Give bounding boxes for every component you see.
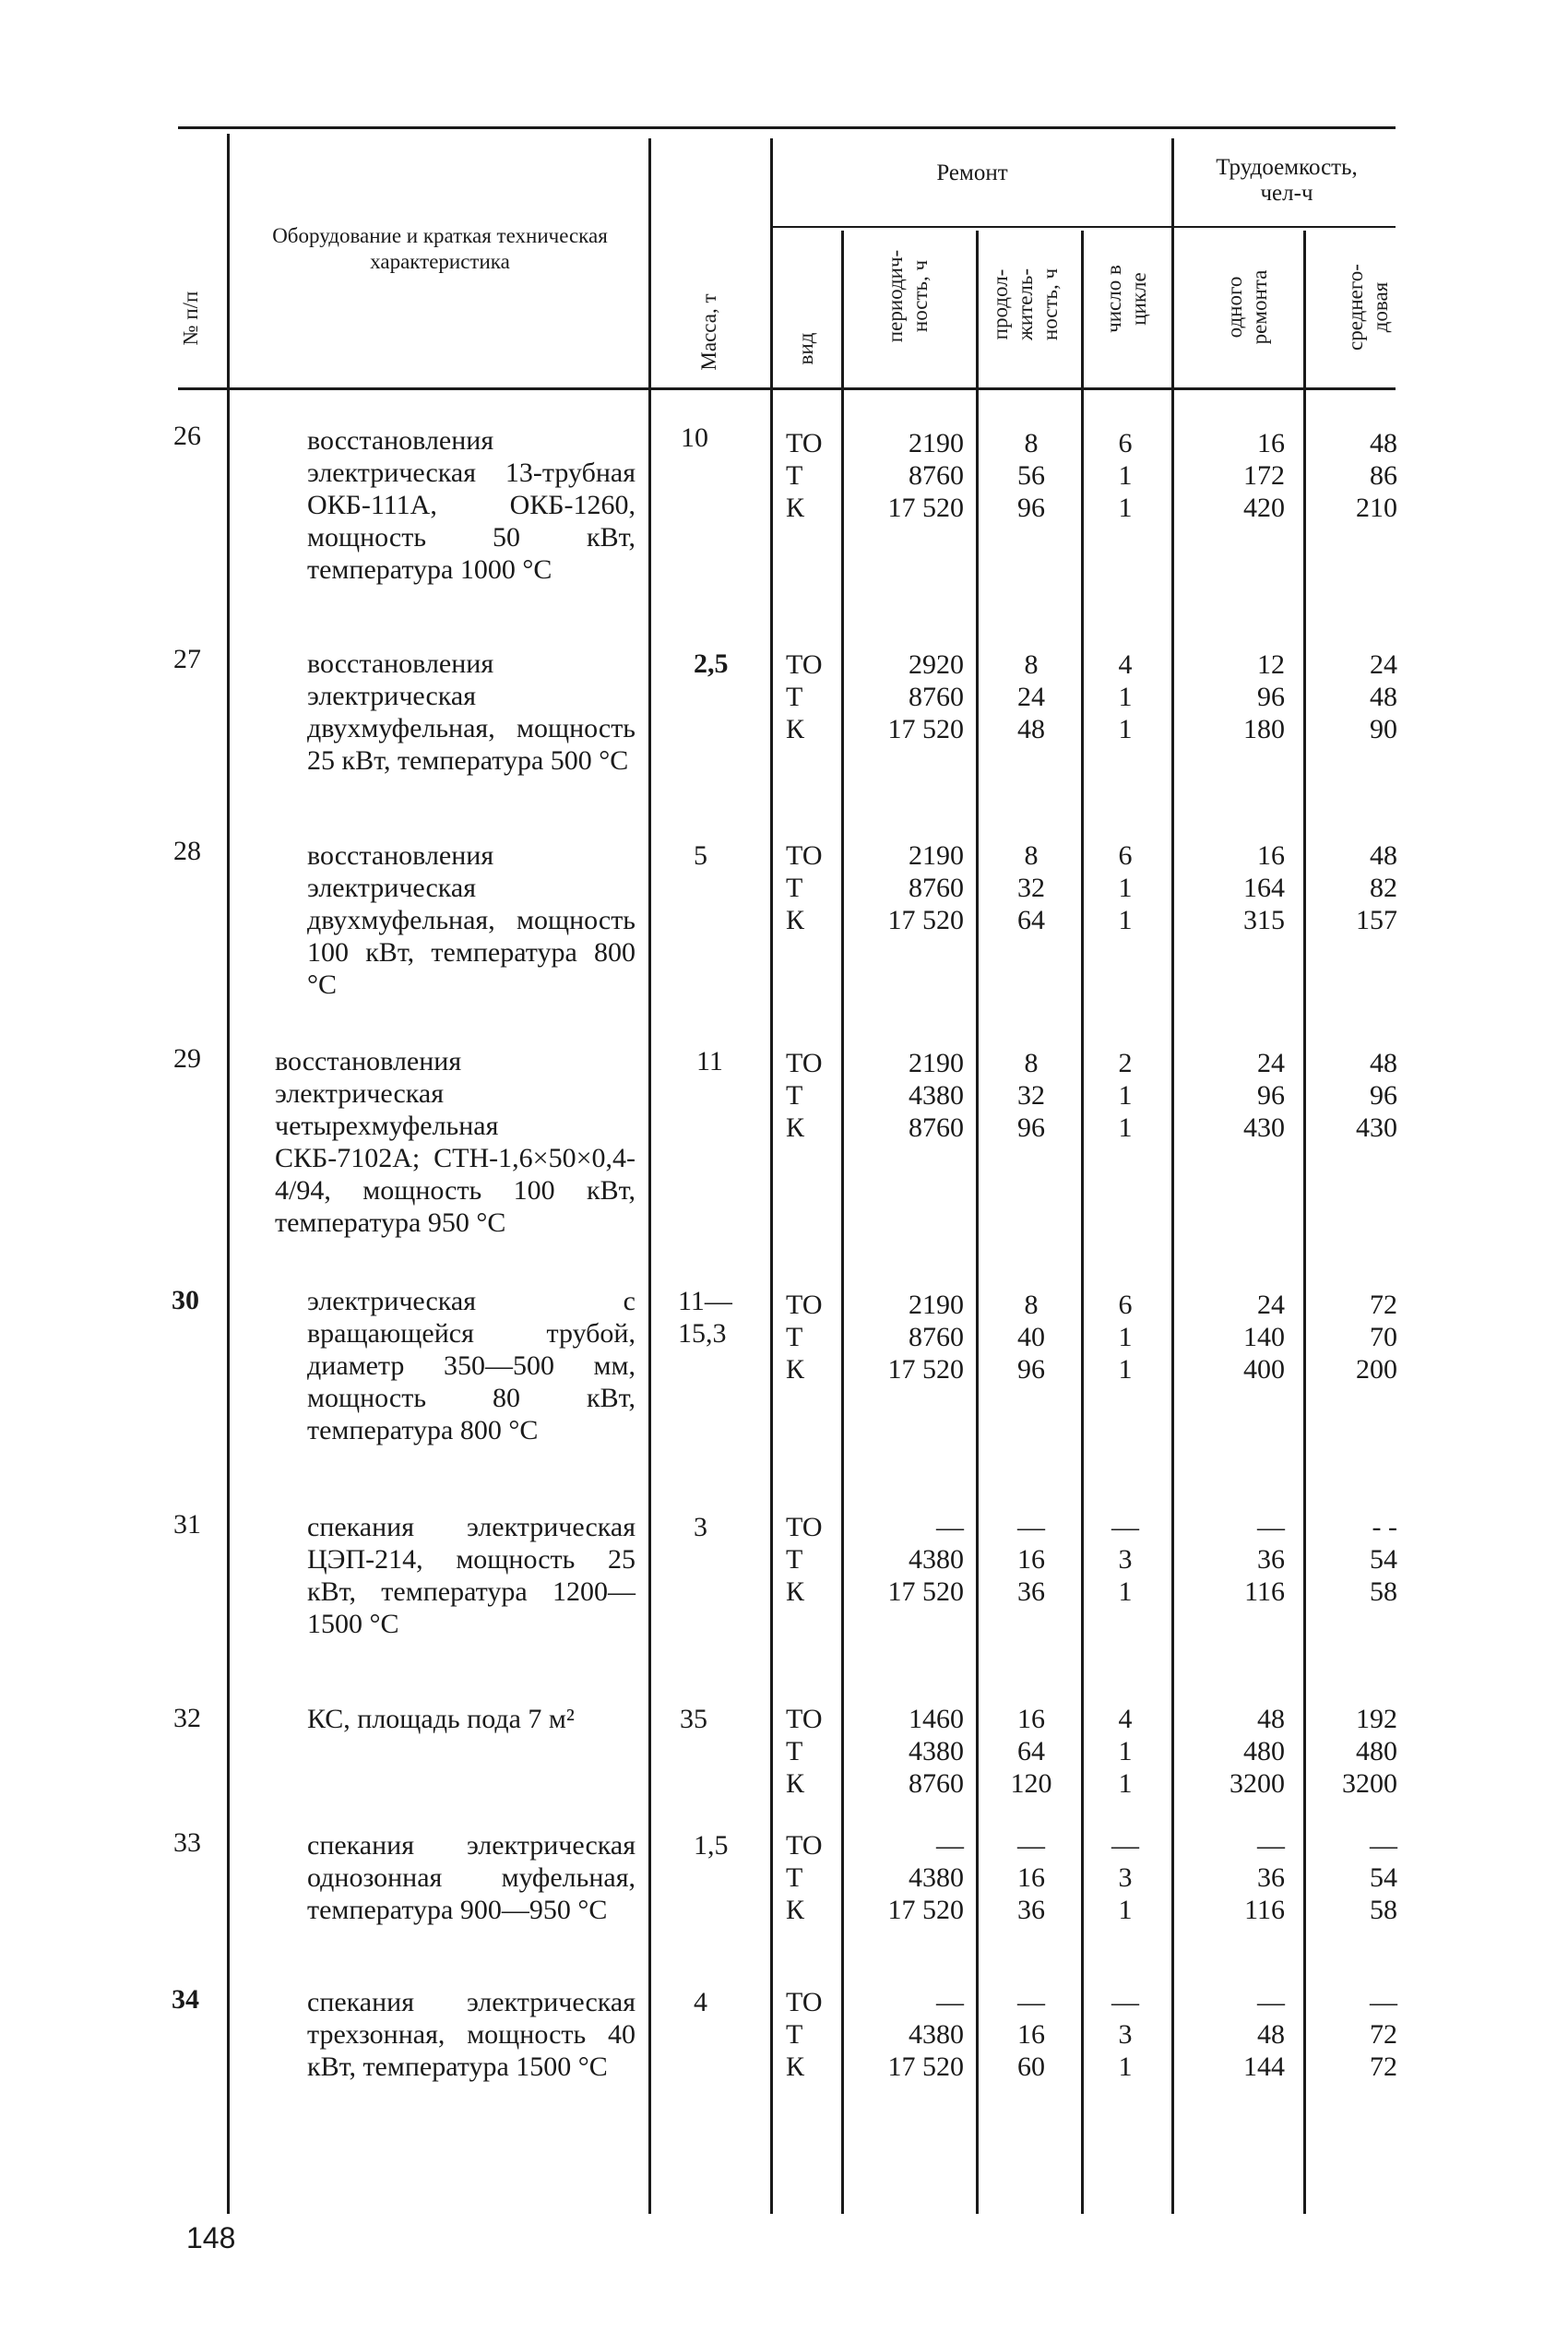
repair-group-rule [773,226,1396,228]
col-divider-7 [1171,138,1174,2214]
row-duration: — 16 36 [1017,1512,1045,1607]
row-labor-avg: 48 86 210 [1356,428,1397,523]
header-annual-avg: среднего- довая [1344,264,1392,351]
row-number: 31 [173,1509,201,1540]
row-count: — 3 1 [1111,1830,1139,1925]
row-count: 2 1 1 [1118,1048,1133,1143]
row-number: 33 [173,1827,201,1858]
row-mass: 3 [694,1512,707,1542]
row-period: 1460 4380 8760 [909,1704,964,1799]
row-repair-types: ТО Т К [786,1048,823,1143]
row-period: — 4380 17 520 [887,1512,964,1607]
row-duration: 8 40 96 [1017,1290,1045,1385]
row-labor-one: 48 480 3200 [1229,1704,1285,1799]
col-divider-4 [841,231,844,2214]
row-period: — 4380 17 520 [887,1830,964,1925]
header-repair-group: Ремонт [936,161,1008,185]
table-top-rule [178,126,1396,129]
row-duration: 8 32 96 [1017,1048,1045,1143]
col-divider-2 [648,138,651,2214]
row-duration: — 16 36 [1017,1830,1045,1925]
row-repair-types: ТО Т К [786,1987,823,2082]
header-period: периодич- ность, ч [884,249,932,343]
row-count: 4 1 1 [1118,1704,1133,1799]
row-number: 27 [173,644,201,674]
row-mass: 5 [694,840,707,871]
header-labor-group: Трудоемкость, чел-ч [1216,155,1358,206]
row-duration: — 16 60 [1017,1987,1045,2082]
row-repair-types: ТО Т К [786,1290,823,1385]
row-labor-one: 24 96 430 [1243,1048,1285,1143]
row-count: 4 1 1 [1118,649,1133,744]
col-divider-8 [1303,231,1306,2214]
header-mass: Масса, т [697,293,720,371]
col-divider-3 [770,138,773,2214]
row-labor-one: 12 96 180 [1243,649,1285,744]
row-duration: 8 24 48 [1017,649,1045,744]
row-labor-avg: 72 70 200 [1356,1290,1397,1385]
row-mass: 11 [696,1046,723,1076]
row-count: — 3 1 [1111,1512,1139,1607]
header-no: № п/п [179,291,202,346]
row-labor-avg: — 54 58 [1370,1830,1397,1925]
row-labor-avg: 192 480 3200 [1342,1704,1397,1799]
row-labor-one: — 36 116 [1244,1830,1285,1925]
col-divider-1 [227,134,230,2214]
row-duration: 8 32 64 [1017,840,1045,935]
row-mass: 4 [694,1987,707,2017]
row-labor-avg: — 72 72 [1370,1987,1397,2082]
col-divider-6 [1081,231,1084,2214]
row-duration: 16 64 120 [1010,1704,1052,1799]
row-number: 30 [172,1285,199,1315]
row-labor-avg: 48 96 430 [1356,1048,1397,1143]
row-labor-one: — 48 144 [1243,1987,1285,2082]
row-labor-one: — 36 116 [1244,1512,1285,1607]
header-bottom-rule [178,387,1396,390]
row-description: электрическая с вращающейся трубой, диаметр 350—500 мм, мощность 80 кВт, температура 800 °С [307,1286,636,1445]
row-count: 6 1 1 [1118,840,1133,935]
row-number: 28 [173,836,201,866]
row-period: — 4380 17 520 [887,1987,964,2082]
row-period: 2190 8760 17 520 [887,428,964,523]
row-description: восстановления электрическая 13-трубная ОКБ-111А, ОКБ-1260, мощность 50 кВт, температура 1000 °С [307,425,636,585]
row-description: спекания электрическая ЦЭП-214, мощность 25 кВт, температура 1200—1500 °С [307,1512,636,1639]
row-period: 2190 8760 17 520 [887,840,964,935]
row-repair-types: ТО Т К [786,1704,823,1799]
page-number: 148 [186,2221,236,2254]
row-description: КС, площадь пода 7 м² [307,1704,575,1734]
header-count: число в цикле [1102,265,1150,333]
row-labor-one: 16 164 315 [1243,840,1285,935]
row-repair-types: ТО Т К [786,1830,823,1925]
row-number: 26 [173,421,201,451]
row-period: 2190 4380 8760 [909,1048,964,1143]
row-repair-types: ТО Т К [786,1512,823,1607]
header-equipment: Оборудование и краткая техническая характеристика [272,224,608,273]
row-description: спекания электрическая однозонная муфельная, температура 900—950 °С [307,1830,636,1925]
row-count: 6 1 1 [1118,428,1133,523]
row-labor-one: 16 172 420 [1243,428,1285,523]
header-one-repair: одного ремонта [1223,269,1271,345]
row-duration: 8 56 96 [1017,428,1045,523]
row-mass: 10 [681,422,708,453]
row-mass: 2,5 [694,648,729,679]
row-number: 32 [173,1703,201,1733]
row-repair-types: ТО Т К [786,840,823,935]
row-mass: 11— 15,3 [678,1286,732,1349]
row-labor-one: 24 140 400 [1243,1290,1285,1385]
row-period: 2190 8760 17 520 [887,1290,964,1385]
row-repair-types: ТО Т К [786,428,823,523]
row-description: восстановления электрическая двухмуфельная, мощность 100 кВт, температура 800 °С [307,840,636,1000]
row-repair-types: ТО Т К [786,649,823,744]
row-mass: 1,5 [694,1830,729,1861]
row-labor-avg: 48 82 157 [1356,840,1397,935]
row-period: 2920 8760 17 520 [887,649,964,744]
row-labor-avg: - - 54 58 [1370,1512,1397,1607]
row-count: 6 1 1 [1118,1290,1133,1385]
row-number: 34 [172,1984,199,2015]
row-labor-avg: 24 48 90 [1370,649,1397,744]
row-mass: 35 [680,1704,707,1734]
row-count: — 3 1 [1111,1987,1139,2082]
row-description: восстановления электрическая двухмуфельная, мощность 25 кВт, температура 500 °С [307,648,636,776]
col-divider-5 [976,231,979,2214]
row-description: восстановления электрическая четырехмуфельная СКБ-7102А; СТН-1,6×50×0,4-4/94, мощность 100 кВт, температура 950 °С [275,1046,636,1238]
row-description: спекания электрическая трехзонная, мощность 40 кВт, температура 1500 °С [307,1987,636,2082]
header-duration: продол- житель- ность, ч [989,268,1062,341]
header-type: вид [794,332,817,365]
row-number: 29 [173,1043,201,1074]
